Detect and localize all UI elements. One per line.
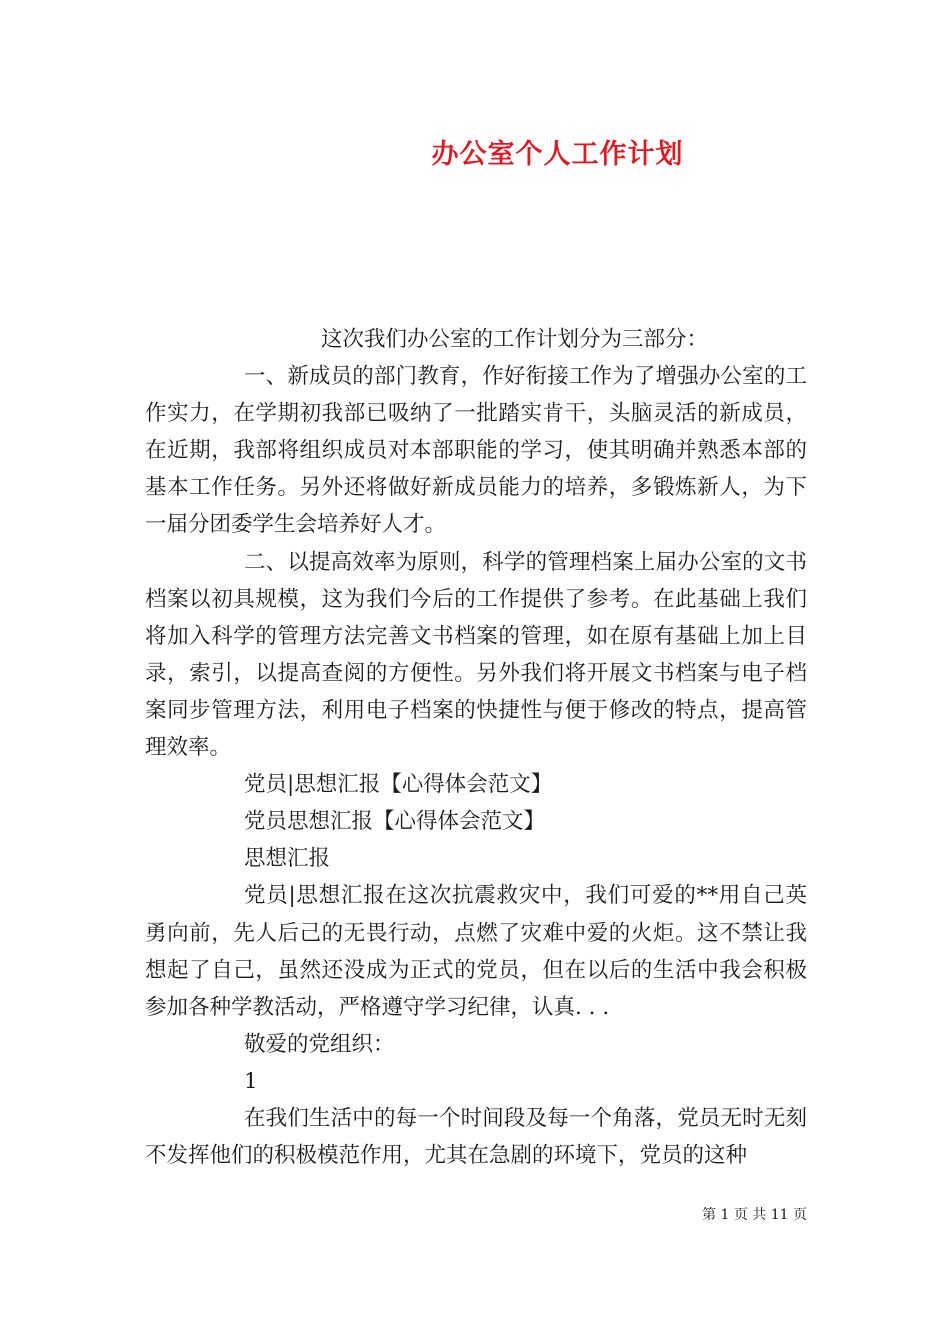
salutation: 敬爱的党组织： [244,1031,395,1057]
heading-line-1: 党员|思想汇报【心得体会范文】 [244,772,553,798]
document-body [145,321,807,1174]
page-footer: 第 1 页 共 11 页 [702,1207,807,1223]
number-line: 1 [244,1068,258,1094]
heading-line-2: 党员思想汇报【心得体会范文】 [244,809,546,835]
intro-paragraph: 这次我们办公室的工作计划分为三部分： [321,327,709,352]
section-one-paragraph: 一、新成员的部门教育，作好衔接工作为了增强办公室的工作实力，在学期初我部已吸纳了一批踏实肯干，头脑灵活的新成员，在近期，我部将组织成员对本部职能的学习，使其明确并熟悉本部的基本工作任务。另外还将做好新成员能力的培养，多锻炼新人，为下一届分团委学生会培养好人才。 [145,364,807,538]
closing-paragraph: 在我们生活中的每一个时间段及每一个角落，党员无时无刻不发挥他们的积极模范作用，尤其在急剧的环境下，党员的这种 [145,1105,807,1169]
section-two-paragraph: 二、以提高效率为原则，科学的管理档案上届办公室的文书档案以初具规模，这为我们今后的工作提供了参考。在此基础上我们将加入科学的管理方法完善文书档案的管理，如在原有基础上加上目录，索引，以提高查阅的方便性。另外我们将开展文书档案与电子档案同步管理方法，利用电子档案的快捷性与便于修改的特点，提高管理效率。 [145,549,807,761]
document-title: 办公室个人工作计划 [431,139,684,170]
report-paragraph: 党员|思想汇报在这次抗震救灾中，我们可爱的**用自己英勇向前，先人后己的无畏行动，点燃了灾难中爱的火炬。这不禁让我想起了自己，虽然还没成为正式的党员，但在以后的生活中我会积极参加各种学教活动，严格遵守学习纪律，认真. . . [145,883,807,1020]
heading-line-3: 思想汇报 [244,846,331,872]
